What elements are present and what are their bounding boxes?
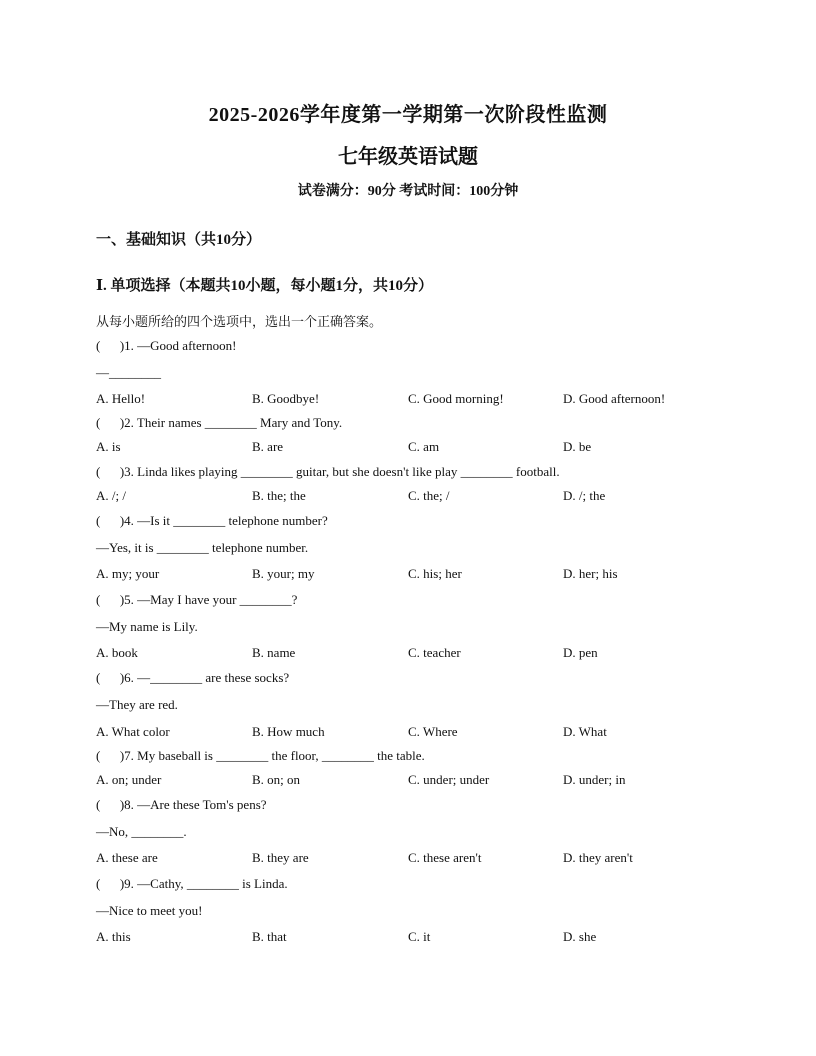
instruction-text: 从每小题所给的四个选项中，选出一个正确答案。: [96, 315, 383, 330]
question-4-option-b: B. your; my: [252, 566, 315, 581]
question-9-option-d: D. she: [563, 929, 597, 944]
question-1-option-d: D. Good afternoon!: [563, 391, 666, 406]
question-2-option-b: B. are: [252, 439, 284, 454]
question-5-option-d: D. pen: [563, 645, 598, 660]
question-2-stem: ( )2. Their names ________ Mary and Tony.: [96, 415, 343, 430]
question-5-option-c: C. teacher: [408, 645, 461, 660]
question-2-option-c: C. am: [408, 439, 440, 454]
question-5-stem: ( )5. —May I have your ________?: [96, 592, 298, 607]
question-9-option-c: C. it: [408, 929, 431, 944]
question-4-option-a: A. my; your: [96, 566, 160, 581]
question-3-option-d: D. /; the: [563, 488, 606, 503]
question-9-option-b: B. that: [252, 929, 287, 944]
question-1-stem: ( )1. —Good afternoon!: [96, 338, 237, 353]
question-7-option-c: C. under; under: [408, 772, 490, 787]
question-6-option-d: D. What: [563, 724, 607, 739]
question-7-option-d: D. under; in: [563, 772, 626, 787]
question-8-option-b: B. they are: [252, 850, 309, 865]
exam-info: 试卷满分：90分 考试时间：100分钟: [297, 184, 519, 199]
question-6-option-b: B. How much: [252, 724, 325, 739]
question-6-option-a: A. What color: [96, 724, 170, 739]
part-heading: Ⅰ. 单项选择（本题共10小题，每小题1分，共10分）: [96, 278, 434, 294]
question-7-option-b: B. on; on: [252, 772, 301, 787]
question-6-response: —They are red.: [96, 697, 178, 712]
question-5-response: —My name is Lily.: [96, 619, 198, 634]
question-2-option-a: A. is: [96, 439, 121, 454]
question-6-stem: ( )6. —________ are these socks?: [96, 670, 290, 685]
question-4-response: —Yes, it is ________ telephone number.: [96, 540, 309, 555]
question-1-option-c: C. Good morning!: [408, 391, 504, 406]
question-9-response: —Nice to meet you!: [96, 903, 203, 918]
question-2-option-d: D. be: [563, 439, 592, 454]
question-7-option-a: A. on; under: [96, 772, 162, 787]
question-4-option-c: C. his; her: [408, 566, 462, 581]
question-5-option-b: B. name: [252, 645, 296, 660]
question-1-response: —________: [96, 365, 161, 380]
question-1-option-a: A. Hello!: [96, 391, 146, 406]
exam-title: 2025-2026学年度第一学期第一次阶段性监测: [208, 104, 608, 126]
question-8-response: —No, ________.: [96, 824, 187, 839]
question-3-option-c: C. the; /: [408, 488, 450, 503]
exam-subtitle: 七年级英语试题: [338, 146, 478, 168]
question-6-option-c: C. Where: [408, 724, 458, 739]
question-8-option-a: A. these are: [96, 850, 158, 865]
question-5-option-a: A. book: [96, 645, 138, 660]
question-3-option-a: A. /; /: [96, 488, 126, 503]
question-4-stem: ( )4. —Is it ________ telephone number?: [96, 513, 328, 528]
question-8-stem: ( )8. —Are these Tom's pens?: [96, 797, 267, 812]
question-4-option-d: D. her; his: [563, 566, 618, 581]
question-8-option-c: C. these aren't: [408, 850, 482, 865]
section-heading: 一、基础知识（共10分）: [96, 232, 262, 248]
question-7-stem: ( )7. My baseball is ________ the floor, ________ the table.: [96, 748, 425, 763]
question-1-option-b: B. Goodbye!: [252, 391, 320, 406]
question-3-option-b: B. the; the: [252, 488, 306, 503]
question-9-option-a: A. this: [96, 929, 131, 944]
question-3-stem: ( )3. Linda likes playing ________ guitar, but she doesn't like play ________ football.: [96, 464, 560, 479]
question-8-option-d: D. they aren't: [563, 850, 633, 865]
question-9-stem: ( )9. —Cathy, ________ is Linda.: [96, 876, 288, 891]
